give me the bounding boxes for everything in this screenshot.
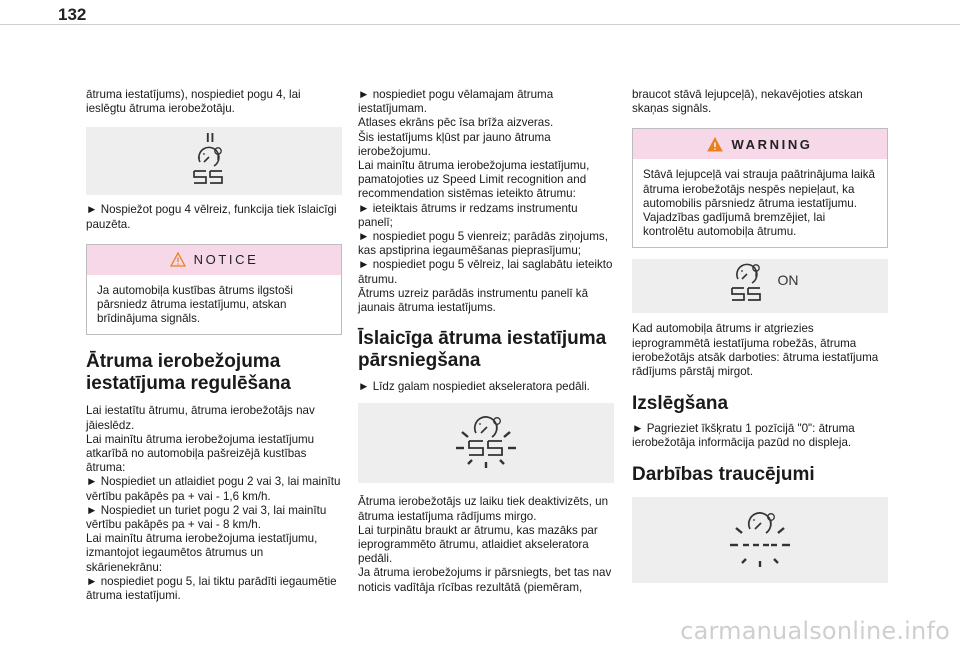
pause-indicator: II: [206, 130, 216, 146]
col2-body-line: ► ieteiktais ātrums ir redzams instrumentu panelī;: [358, 201, 578, 229]
warning-triangle-icon: [707, 137, 723, 152]
col1-paragraph-1: ātruma iestatījums), nospiediet pogu 4, lai ieslēgtu ātruma ierobežotāju.: [86, 88, 301, 116]
col1-body-line: ► nospiediet pogu 5, lai tiktu parādīti iegaumētie ātruma iestatījumi.: [86, 574, 337, 603]
col2-body-line: ► nospiediet pogu 5 vēlreiz, lai saglabātu ieteikto ātrumu.: [358, 258, 613, 286]
speed-limiter-fault-icon: [710, 507, 810, 573]
warning-box: [632, 128, 888, 248]
speed-limiter-icon: [184, 144, 244, 194]
warning-title: WARNING: [731, 136, 813, 152]
col3-paragraph-1: braucot stāvā lejupceļā), nekavējoties atskan skaņas signāls.: [632, 88, 863, 116]
page-number: 132: [58, 5, 87, 24]
notice-header: [87, 245, 341, 275]
section-heading-override: Īslaicīga ātruma iestatījuma pārsniegšana: [358, 328, 607, 372]
col2-body-line: Ātrums uzreiz parādās instrumentu panelī kā jaunais ātruma iestatījums.: [358, 286, 589, 315]
watermark: carmanualsonline.info: [680, 617, 950, 645]
section-heading-adjust: Ātruma ierobežojuma iestatījuma regulēšana: [86, 351, 291, 395]
col2-body-line: ► nospiediet pogu vēlamajam ātruma iestatījumam.: [358, 88, 554, 116]
notice-box: [86, 244, 342, 336]
notice-title: NOTICE: [193, 252, 259, 268]
col2-body-line: Atlases ekrāns pēc īsa brīža aizveras.: [358, 116, 554, 130]
column-2: [358, 88, 614, 595]
col2-body: [358, 88, 614, 315]
top-divider: [0, 24, 960, 25]
col2-body2-line: Ātruma ierobežotājs uz laiku tiek deaktivizēts, un ātruma iestatījuma rādījums mirgo.: [358, 495, 609, 523]
col1-body-line: Lai iestatītu ātrumu, ātruma ierobežotājs nav jāieslēdz.: [86, 404, 315, 432]
warning-text: Stāvā lejupceļā vai strauja paātrinājuma laikā ātruma ierobežotājs nespēs nepieļaut, ka automobilis pārsniedz ātruma iestatījumu. Vajadzības gadījumā bremzējiet, lai kontrolētu automobiļa ātrumu.: [643, 168, 876, 239]
figure-speed-limiter-paused: [86, 127, 342, 195]
col1-body-line: ► Nospiediet un atlaidiet pogu 2 vai 3, lai mainītu vērtību pakāpēs pa + vai - 1,6 km/h.: [86, 475, 341, 503]
speed-limiter-on-icon: [722, 262, 782, 310]
col2-body-line: Šis iestatījums kļūst par jauno ātruma ierobežojumu.: [358, 130, 551, 158]
figure-speed-limiter-fault: [632, 497, 888, 583]
col2-body-2: [358, 495, 614, 594]
on-indicator: ON: [777, 272, 799, 289]
col1-body-line: Lai mainītu ātruma ierobežojuma iestatījumu atkarībā no automobiļa pašreizējā kustības ātruma:: [86, 432, 315, 475]
column-3: [632, 88, 888, 583]
warning-header: [633, 129, 887, 159]
warning-body: [633, 159, 887, 247]
section-heading-off: Izslēgšana: [632, 393, 729, 415]
col1-paragraph-2: ► Nospiežot pogu 4 vēlreiz, funkcija tiek īslaicīgi pauzēta.: [86, 203, 337, 231]
col3-paragraph-2: Kad automobiļa ātrums ir atgriezies ieprogrammētā iestatījuma robežās, ātruma ierobežotājs atsāk darboties: ātruma iestatījuma rādījums pārstāj mirgot.: [632, 322, 879, 379]
section-heading-fault: Darbības traucējumi: [632, 463, 815, 485]
col1-body-line: Lai mainītu ātruma ierobežojuma iestatījumu, izmantojot iegaumētos ātrumus un skārienekrānu:: [86, 532, 318, 574]
figure-speed-limiter-on: [632, 259, 888, 313]
col2-body-line: ► nospiediet pogu 5 vienreiz; parādās ziņojums, kas apstiprina iegaumēšanas pieprasījumu;: [358, 230, 608, 258]
warning-triangle-icon: [170, 252, 186, 267]
col1-body-line: ► Nospiediet un turiet pogu 2 vai 3, lai mainītu vērtību pakāpēs pa + vai - 8 km/h.: [86, 503, 327, 532]
column-1: [86, 88, 342, 603]
col3-off-instruction: ► Pagrieziet īkšķratu 1 pozīcijā "0": ātruma ierobežotāja informācija pazūd no displeja.: [632, 422, 855, 450]
notice-text: Ja automobiļa kustības ātrums ilgstoši pārsniedz ātruma iestatījumu, atskan brīdinājuma signāls.: [97, 283, 293, 326]
speed-limiter-flashing-icon: [436, 412, 536, 474]
figure-speed-limiter-flashing: [358, 403, 614, 483]
notice-body: [87, 275, 341, 335]
col2-body2-line: Lai turpinātu braukt ar ātrumu, kas mazāks par ieprogrammēto ātrumu, atlaidiet akseleratora pedāli.: [358, 523, 598, 566]
col1-body: [86, 404, 342, 603]
col2-body-line: Lai mainītu ātruma ierobežojuma iestatījumu, pamatojoties uz Speed Limit recognition and recommendation sistēmas ieteikto ātrumu:: [358, 159, 590, 201]
col2-press-instruction: ► Līdz galam nospiediet akseleratora pedāli.: [358, 380, 590, 394]
col2-body2-line: Ja ātruma ierobežojums ir pārsniegts, bet tas nav noticis vadītāja rīcības rezultātā (piemēram,: [358, 566, 612, 594]
